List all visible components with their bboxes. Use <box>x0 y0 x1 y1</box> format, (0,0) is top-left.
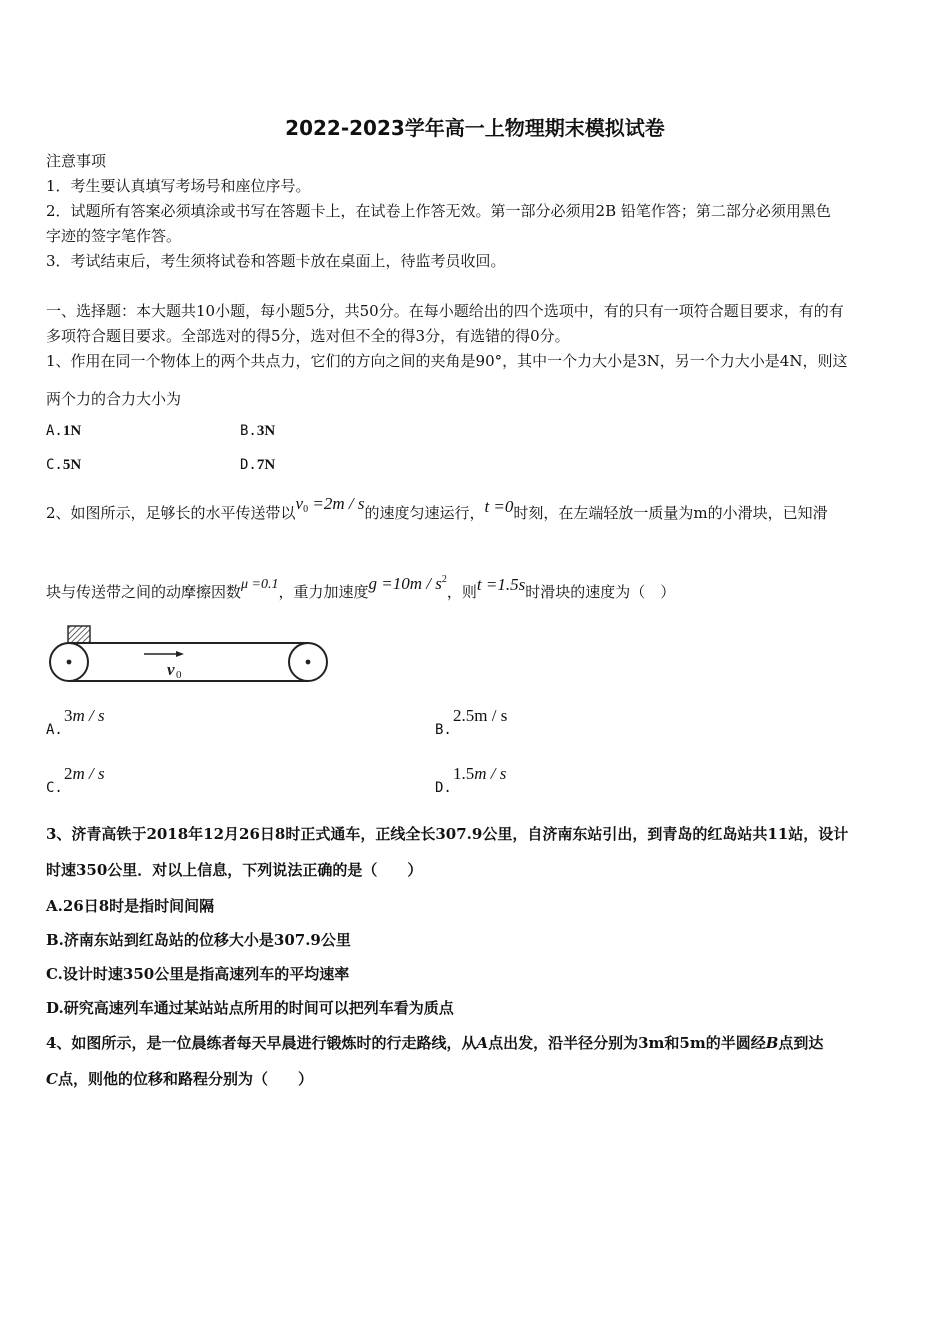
question-4-text <box>46 1068 908 1090</box>
option-value <box>64 764 105 784</box>
q1-option-b <box>240 423 275 440</box>
text-run: 点出发，沿半径分别为3m和5m的半圆经 <box>488 1034 766 1052</box>
question-2-text <box>46 494 908 530</box>
option-number: 3 <box>64 706 73 725</box>
q3-option-a: A.26日8时是指时间间隔 <box>46 897 215 915</box>
question-3-text: 时速350公里．对以上信息，下列说法正确的是（ ） <box>46 861 423 879</box>
option-unit: m / s <box>72 764 105 783</box>
option-label: C. <box>46 780 63 796</box>
notice-item: 3．考试结束后，考生须将试卷和答题卡放在桌面上，待监考员收回。 <box>46 252 506 270</box>
t0-formula: t =0 <box>484 497 514 516</box>
right-axle <box>306 660 311 665</box>
section-instructions: 一、选择题：本大题共10小题，每小题5分，共50分。在每小题给出的四个选项中，有的只有一项符合题目要求，有的有 <box>46 302 844 320</box>
option-value <box>453 764 506 784</box>
option-number: 2 <box>64 764 73 783</box>
q1-option-c <box>46 457 81 474</box>
option-label: D. <box>435 780 452 796</box>
question-1-text: 1、作用在同一个物体上的两个共点力，它们的方向之间的夹角是90°，其中一个力大小是3N，另一个力大小是4N，则这 <box>46 352 848 370</box>
math-expression: g =10m / s <box>368 574 442 593</box>
text-run: 块与传送带之间的动摩擦因数 <box>46 583 242 601</box>
notice-item: 2．试题所有答案必须填涂或书写在答题卡上，在试卷上作答无效。第一部分必须用2B 铅笔作答；第二部分必须用黑色 <box>46 202 831 220</box>
option-unit: m / s <box>72 706 105 725</box>
option-value: 1N <box>62 423 82 439</box>
question-4-text <box>46 1032 908 1054</box>
option-label: A. <box>46 423 63 439</box>
q1-option-d <box>240 457 275 474</box>
t15-formula: t =1.5s <box>476 575 526 594</box>
text-run: ，则 <box>446 583 477 601</box>
q3-option-d: D.研究高速列车通过某站站点所用的时间可以把列车看为质点 <box>46 999 454 1017</box>
option-value: 5N <box>62 457 82 473</box>
text-run: ，重力加速度 <box>278 583 369 601</box>
question-2-text <box>46 574 908 605</box>
velocity-label: v <box>167 660 175 679</box>
text-run: 时滑块的速度为（ ） <box>525 583 676 601</box>
option-label: D. <box>240 457 257 473</box>
point-label: B <box>765 1034 779 1052</box>
option-label: A. <box>46 722 63 738</box>
question-1-text: 两个力的合力大小为 <box>46 390 182 408</box>
velocity-subscript: 0 <box>176 669 182 681</box>
conveyor-belt-figure <box>46 622 336 688</box>
math-expression: =2m / s <box>308 494 365 513</box>
point-label: A <box>476 1034 489 1052</box>
section-instructions: 多项符合题目要求。全部选对的得5分，选对但不全的得3分，有选错的得0分。 <box>46 327 570 345</box>
option-value <box>64 706 105 726</box>
left-axle <box>67 660 72 665</box>
q3-option-b: B.济南东站到红岛站的位移大小是307.9公里 <box>46 931 351 949</box>
slider-block <box>68 626 90 643</box>
q1-option-a <box>46 423 81 440</box>
text-run: 点到达 <box>778 1034 824 1052</box>
text-run: 2、如图所示，足够长的水平传送带以 <box>46 504 296 522</box>
velocity-arrowhead <box>176 651 184 657</box>
option-label: C. <box>46 457 63 473</box>
math-symbol: v <box>295 494 304 513</box>
option-unit: m / s <box>474 764 507 783</box>
notice-heading: 注意事项 <box>46 152 107 170</box>
option-value: 3N <box>256 423 276 439</box>
mu-formula: μ =0.1 <box>241 577 279 592</box>
text-run: 的速度匀速运行， <box>364 504 485 522</box>
text-run: 时刻，在左端轻放一质量为m的小滑块，已知滑 <box>513 504 828 522</box>
q3-option-c: C.设计时速350公里是指高速列车的平均速率 <box>46 965 350 983</box>
v0-formula <box>296 494 365 513</box>
question-3-text: 3、济青高铁于2018年12月26日8时正式通车，正线全长307.9公里，自济南东站引出，到青岛的红岛站共11站，设计 <box>46 825 849 843</box>
point-label: C <box>46 1070 58 1088</box>
text-run: 4、如图所示，是一位晨练者每天早晨进行锻炼时的行走路线，从 <box>46 1034 477 1052</box>
notice-item: 字迹的签字笔作答。 <box>46 227 182 245</box>
option-label: B. <box>240 423 257 439</box>
option-label: B. <box>435 722 452 738</box>
option-number: 1.5 <box>453 764 475 783</box>
math-subscript: 0 <box>303 504 309 515</box>
notice-item: 1．考生要认真填写考场号和座位序号。 <box>46 177 311 195</box>
page-title: 2022-2023学年高一上物理期末模拟试卷 <box>285 116 665 140</box>
text-run: 点，则他的位移和路程分别为（ ） <box>57 1070 313 1088</box>
option-value <box>453 706 507 726</box>
option-value: 7N <box>256 457 276 473</box>
option-number: 2.5m / s <box>453 706 508 725</box>
g-formula <box>369 574 447 593</box>
math-superscript: 2 <box>441 574 447 585</box>
